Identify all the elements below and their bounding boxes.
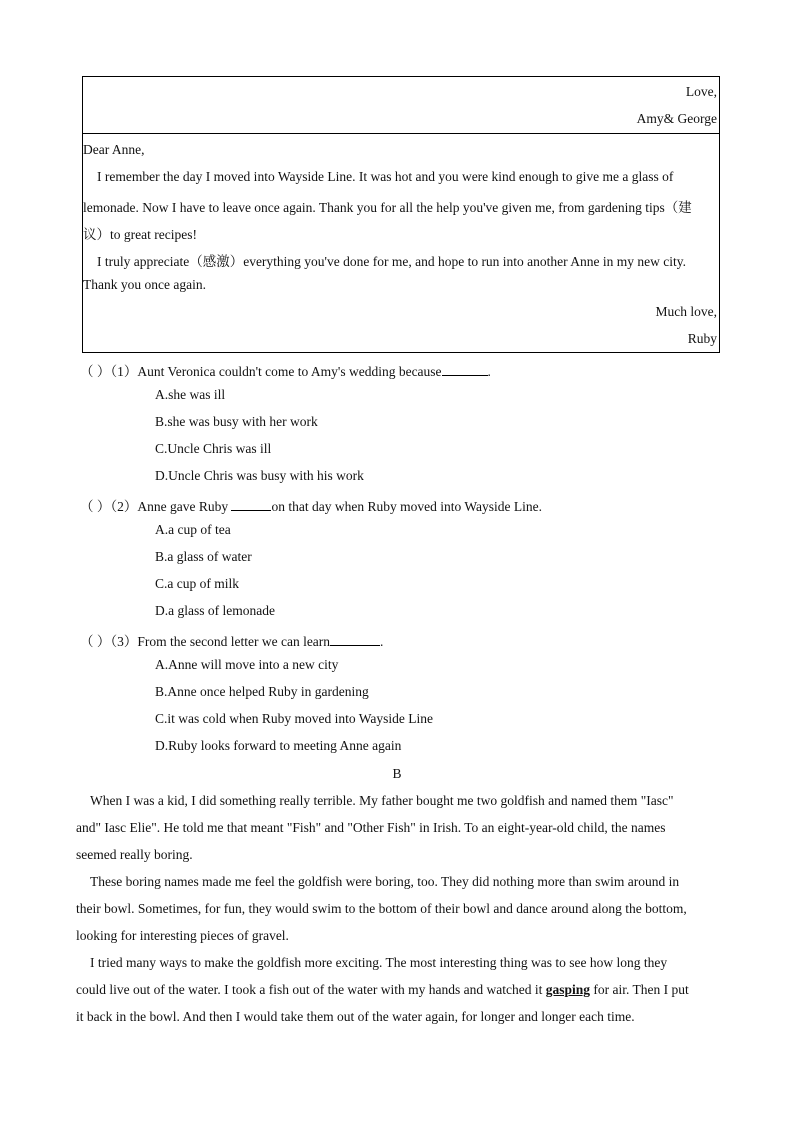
passage-line: their bowl. Sometimes, for fun, they would swim to the bottom of their bowl and dance around along the bottom, xyxy=(76,901,687,916)
passage-text: for air. Then I put xyxy=(590,982,689,997)
passage-line: When I was a kid, I did something really terrible. My father bought me two goldfish and named them "Iasc" xyxy=(90,793,674,808)
signoff-love: Love, xyxy=(685,84,717,99)
answer-blank[interactable] xyxy=(231,498,271,511)
letter-closing: Much love, xyxy=(655,304,717,319)
option-d: D.Uncle Chris was busy with his work xyxy=(155,468,364,483)
option-d: D.Ruby looks forward to meeting Anne again xyxy=(155,738,402,753)
question-3-text: （ ）（3）From the second letter we can learn xyxy=(80,634,331,649)
letter-table xyxy=(82,76,720,353)
passage-line: I tried many ways to make the goldfish more exciting. The most interesting thing was to see how long they xyxy=(90,955,668,970)
passage-line: seemed really boring. xyxy=(76,847,193,862)
highlighted-word-gasping: gasping xyxy=(545,982,591,997)
option-a: A.Anne will move into a new city xyxy=(155,657,339,672)
second-letter-cell xyxy=(83,134,719,352)
passage-line xyxy=(76,982,716,998)
signoff-names: Amy& George xyxy=(636,111,717,126)
letter-line: Thank you once again. xyxy=(83,277,206,292)
question-1-suffix: . xyxy=(487,364,491,379)
question-2 xyxy=(80,495,542,515)
question-3 xyxy=(80,630,383,650)
question-1-text: （ ）（1）Aunt Veronica couldn't come to Amy's wedding because xyxy=(80,364,442,379)
option-c: C.it was cold when Ruby moved into Wayside Line xyxy=(155,711,434,726)
option-c: C.Uncle Chris was ill xyxy=(155,441,272,456)
question-2-text: （ ）（2）Anne gave Ruby xyxy=(80,499,232,514)
passage-text: could live out of the water. I took a fish out of the water with my hands and watched it xyxy=(76,982,546,997)
passage-line: These boring names made me feel the goldfish were boring, too. They did nothing more than swim around in xyxy=(90,874,680,889)
answer-blank[interactable] xyxy=(330,633,380,646)
question-3-suffix: . xyxy=(380,634,384,649)
previous-letter-signature-cell xyxy=(83,77,719,134)
option-a: A.she was ill xyxy=(155,387,226,402)
letter-line: lemonade. Now I have to leave once again. Thank you for all the help you've given me, from gardening tips（建 xyxy=(83,200,692,215)
passage-line: looking for interesting pieces of gravel. xyxy=(76,928,289,943)
passage-line: and" Iasc Elie". He told me that meant "Fish" and "Other Fish" in Irish. To an eight-year-old child, the names xyxy=(76,820,666,835)
question-2-suffix: on that day when Ruby moved into Wayside Line. xyxy=(271,499,542,514)
answer-blank[interactable] xyxy=(442,363,488,376)
letter-line: I remember the day I moved into Wayside Line. It was hot and you were kind enough to give me a glass of xyxy=(97,169,674,184)
passage-line: it back in the bowl. And then I would take them out of the water again, for longer and longer each time. xyxy=(76,1009,635,1024)
letter-line: I truly appreciate（感激）everything you've done for me, and hope to run into another Anne in my new city. xyxy=(97,254,687,269)
letter-salutation: Dear Anne, xyxy=(83,142,145,157)
option-b: B.Anne once helped Ruby in gardening xyxy=(155,684,369,699)
option-a: A.a cup of tea xyxy=(155,522,231,537)
letter-signature: Ruby xyxy=(687,331,717,346)
letter-line: 议）to great recipes! xyxy=(83,227,197,242)
section-b-heading: B xyxy=(392,766,402,781)
option-c: C.a cup of milk xyxy=(155,576,239,591)
option-b: B.a glass of water xyxy=(155,549,252,564)
option-b: B.she was busy with her work xyxy=(155,414,318,429)
option-d: D.a glass of lemonade xyxy=(155,603,275,618)
question-1 xyxy=(80,360,491,380)
